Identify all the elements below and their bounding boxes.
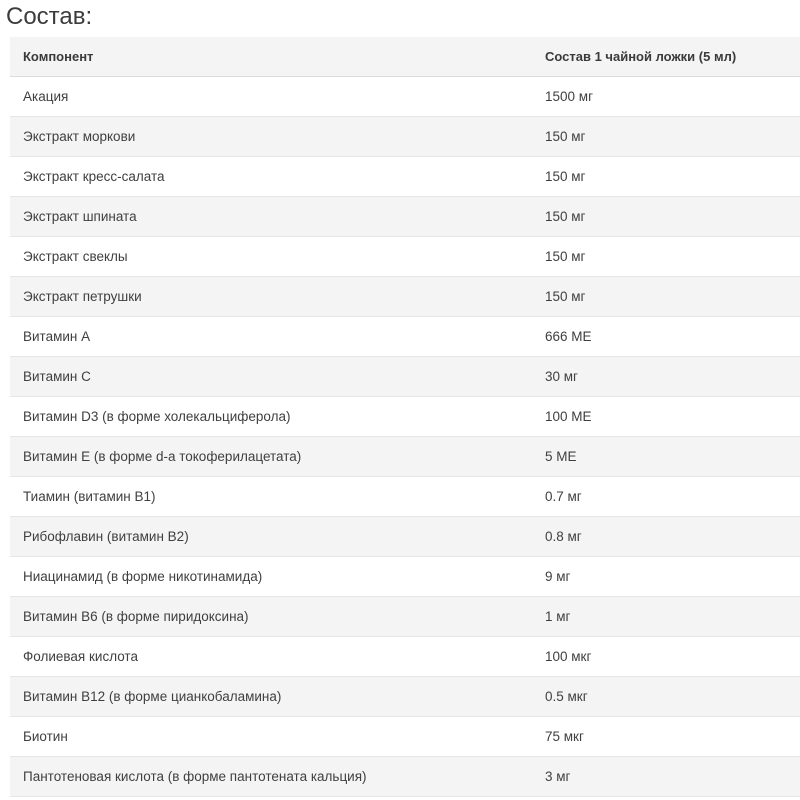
component-name-cell: Экстракт шпината [10, 197, 536, 237]
table-row [10, 637, 800, 677]
component-amount-cell: 9 мг [536, 557, 800, 597]
component-name-cell: Экстракт кресс-салата [10, 157, 536, 197]
table-row [10, 237, 800, 277]
component-amount-cell: 0.8 мг [536, 517, 800, 557]
component-name-cell: Экстракт свеклы [10, 237, 536, 277]
table-row [10, 477, 800, 517]
component-amount-cell: 5 МЕ [536, 437, 800, 477]
component-name-cell: Пантотеновая кислота (в форме пантотената кальция) [10, 757, 536, 797]
component-name-cell: Фолиевая кислота [10, 637, 536, 677]
component-amount-cell: 30 мг [536, 357, 800, 397]
composition-table-container [10, 37, 800, 797]
table-body [10, 77, 800, 797]
component-amount-cell: 1500 мг [536, 77, 800, 117]
component-name-cell: Экстракт петрушки [10, 277, 536, 317]
component-name-cell: Тиамин (витамин В1) [10, 477, 536, 517]
component-amount-cell: 100 МЕ [536, 397, 800, 437]
table-row [10, 677, 800, 717]
component-amount-cell: 100 мкг [536, 637, 800, 677]
component-amount-cell: 150 мг [536, 237, 800, 277]
table-row [10, 357, 800, 397]
table-header-row [10, 37, 800, 77]
component-amount-cell: 150 мг [536, 117, 800, 157]
table-row [10, 517, 800, 557]
composition-table [10, 37, 800, 797]
component-name-cell: Экстракт моркови [10, 117, 536, 157]
table-row [10, 557, 800, 597]
component-name-cell: Витамин В6 (в форме пиридоксина) [10, 597, 536, 637]
component-name-cell: Витамин А [10, 317, 536, 357]
component-amount-cell: 150 мг [536, 157, 800, 197]
table-header [10, 37, 800, 77]
table-row [10, 117, 800, 157]
page-title: Состав: [6, 3, 93, 30]
component-amount-cell: 150 мг [536, 197, 800, 237]
table-row [10, 397, 800, 437]
table-row [10, 317, 800, 357]
table-row [10, 597, 800, 637]
component-amount-cell: 3 мг [536, 757, 800, 797]
component-name-cell: Акация [10, 77, 536, 117]
component-amount-cell: 1 мг [536, 597, 800, 637]
component-name-cell: Ниацинамид (в форме никотинамида) [10, 557, 536, 597]
column-header-component: Компонент [10, 37, 536, 77]
component-name-cell: Витамин Е (в форме d-a токоферилацетата) [10, 437, 536, 477]
component-name-cell: Биотин [10, 717, 536, 757]
component-amount-cell: 666 МЕ [536, 317, 800, 357]
component-amount-cell: 150 мг [536, 277, 800, 317]
component-name-cell: Витамин С [10, 357, 536, 397]
component-name-cell: Витамин В12 (в форме цианкобаламина) [10, 677, 536, 717]
table-row [10, 437, 800, 477]
table-row [10, 77, 800, 117]
table-row [10, 757, 800, 797]
component-amount-cell: 0.7 мг [536, 477, 800, 517]
column-header-amount: Состав 1 чайной ложки (5 мл) [536, 37, 800, 77]
component-name-cell: Витамин D3 (в форме холекальциферола) [10, 397, 536, 437]
table-row [10, 717, 800, 757]
component-name-cell: Рибофлавин (витамин В2) [10, 517, 536, 557]
component-amount-cell: 75 мкг [536, 717, 800, 757]
table-row [10, 277, 800, 317]
table-row [10, 197, 800, 237]
component-amount-cell: 0.5 мкг [536, 677, 800, 717]
table-row [10, 157, 800, 197]
